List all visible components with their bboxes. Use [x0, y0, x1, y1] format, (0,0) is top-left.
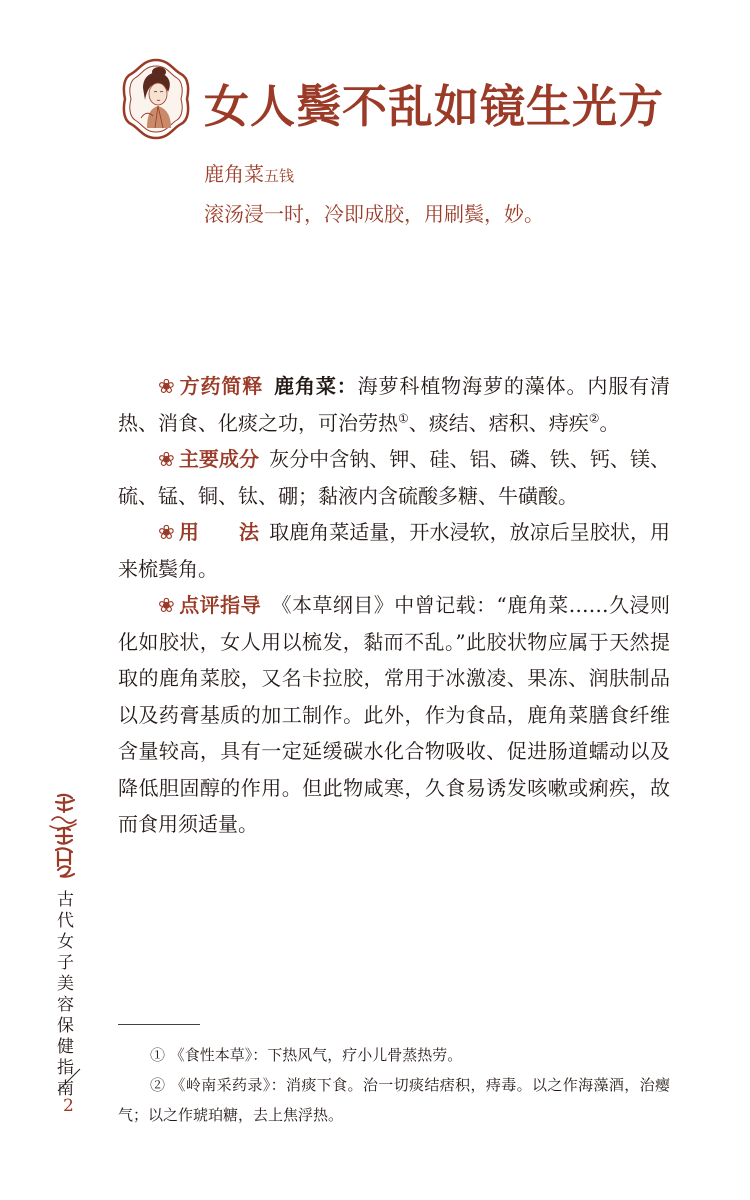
section-label: 主要成分: [178, 447, 260, 471]
recipe-method: 滚汤浸一时，冷即成胶，用刷鬓，妙。: [204, 202, 544, 226]
section-text: 灰分中含钠、钾、硅、铝、磷、铁、钙、镁、硫、锰、铜、钛、硼；黏液内含硫酸多糖、牛磺酸。: [118, 447, 671, 508]
section-usage: [118, 514, 670, 587]
main-content: [118, 368, 670, 843]
footnote-2: ② 《岭南采药录》：消痰下食。治一切痰结痞积，痔毒。以之作海藻酒，治瘿气；以之作琥珀糖，去上焦浮热。: [118, 1076, 670, 1124]
recipe-ingredient: 鹿角菜: [204, 162, 264, 186]
footnote-ref-2[interactable]: ②: [588, 410, 600, 425]
page-number: 2: [63, 1096, 74, 1116]
section-explain: [118, 368, 670, 441]
footnote-divider: [118, 1024, 200, 1025]
recipe-ingredient-line: [204, 158, 294, 187]
lady-portrait-emblem-icon: [121, 58, 191, 140]
ingredient-term: 鹿角菜：: [273, 374, 358, 398]
section-label: 点评指导: [179, 593, 262, 617]
section-text: 海萝科植物海萝的藻体。内服有清热、消食、化痰之功，可治劳热: [118, 374, 671, 435]
section-label: 方药简释: [179, 374, 264, 398]
section-composition: [118, 441, 670, 514]
section-label: 用 法: [178, 520, 260, 544]
section-comment: [118, 587, 670, 843]
flower-ornament-icon: ❀: [158, 447, 175, 471]
footnote-ref-1[interactable]: ①: [398, 410, 409, 425]
section-text: 。: [599, 410, 620, 435]
flower-ornament-icon: ❀: [158, 520, 175, 544]
recipe-dose: 五钱: [264, 167, 295, 185]
section-text: 《本草纲目》中曾记载：“鹿角菜……久浸则化如胶状，女人用以梳发，黏而不乱。”此胶状物应属于天然提取的鹿角菜胶，又名卡拉胶，常用于冰激凌、果冻、润肤制品以及药膏基质的加工制作。此外，作为食品，鹿角菜膳食纤维含量较高，具有一定延缓碳水化合物吸收、促进肠道蠕动以及降低胆固醇的作用。但此物咸寒，久食易诱发咳嗽或痢疾，故而食用须适量。: [118, 593, 670, 836]
flower-ornament-icon: ❀: [158, 593, 176, 617]
footnote-1: ① 《食性本草》：下热风气，疗小儿骨蒸热劳。: [150, 1046, 463, 1064]
page-title: 女人鬓不乱如镜生光方: [204, 80, 665, 133]
flower-ornament-icon: ❀: [158, 374, 176, 398]
section-text: 取鹿角菜适量，开水浸软，放凉后呈胶状，用来梳鬓角。: [118, 520, 671, 581]
footnotes: [118, 1040, 670, 1130]
section-text: 、痰结、痞积、痔疾: [408, 410, 589, 435]
book-title-vertical: 古代女子美容保健指南: [57, 890, 74, 1099]
series-logo-icon: [44, 790, 84, 880]
page-divider-slash-icon: [56, 1068, 82, 1092]
